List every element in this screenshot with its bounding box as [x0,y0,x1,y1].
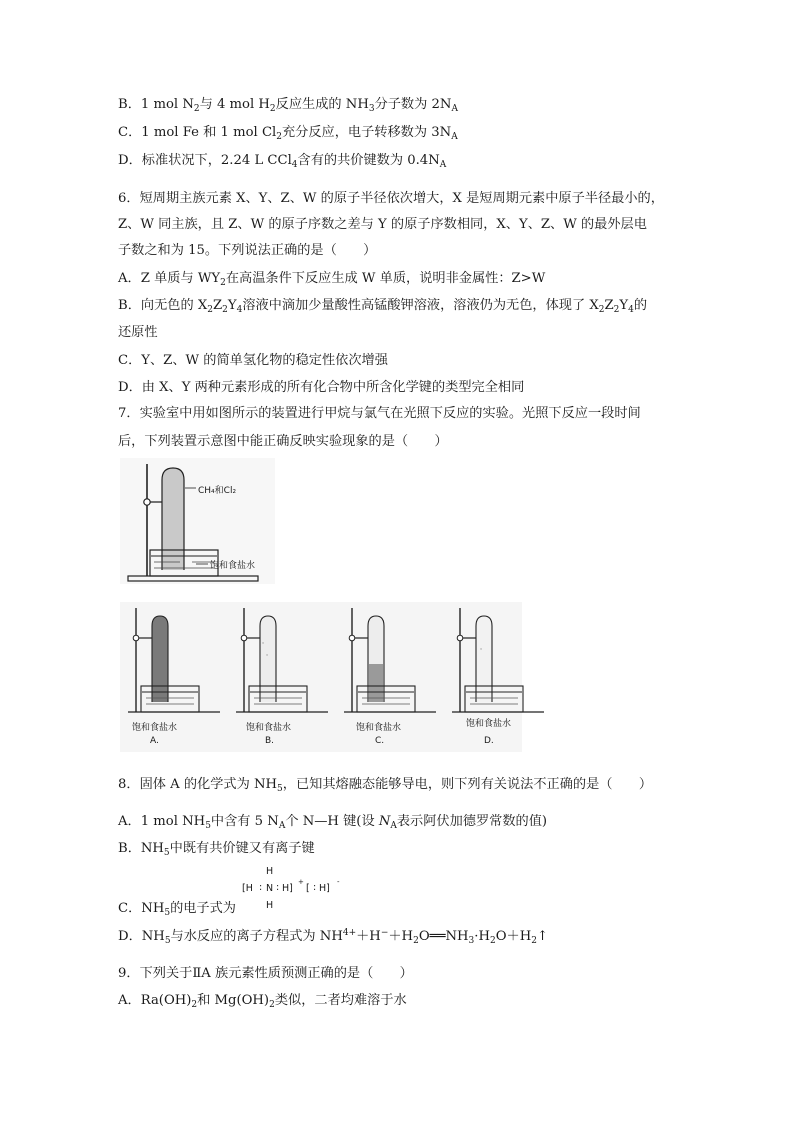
q7-stem-line-2: 后，下列装置示意图中能正确反映实验现象的是（ ） [118,434,448,449]
q9-option-a: A．$Ra(OH)_2$和 $Mg(OH)_2$类似，二者均难溶于水 [118,993,407,1010]
electron-formula [242,866,352,914]
ef-mid-bracket: [ [306,883,310,894]
option-d-letter: D. [484,736,494,746]
q6-option-a: A．Z 单质与 $WY_2$在高温条件下反应生成 W 单质，说明非金属性：Z>W [118,271,546,288]
q7-main-apparatus [120,458,275,584]
q8-option-b: B．$NH_5$中既有共价键又有离子键 [118,841,315,858]
ef-h-bottom: H [266,900,274,911]
ef-h-ion: H] [319,883,330,894]
option-c-letter: C. [375,736,385,746]
option-a-water: 饱和食盐水 [132,723,178,733]
q8-stem: 8．固体 A 的化学式为 $NH_5$，已知其熔融态能够导电，则下列有关说法不正确的是（ ） [118,777,653,794]
q8-option-a: A．1 mol $NH_5$中含有 5 $N_A$个 N—H 键(设 $N_A$表示阿伏加德罗常数的值) [118,814,548,831]
q7-options-figure [120,602,522,752]
q6-stem-line-3: 子数之和为 15。下列说法正确的是（ ） [118,243,377,258]
option-a-apparatus [120,602,220,722]
q8-option-d: D．$NH_5$与水反应的离子方程式为 $NH^{4+}+H^-+H_2O══NH_3\cdot H_2O+H_2↑$ [118,928,549,946]
option-d-apparatus [444,602,544,722]
q5-option-d: D．标准状况下，2.24 L CCl$_4$含有的共价键数为 $0.4N_A$ [118,153,447,170]
option-b-water: 饱和食盐水 [246,723,292,733]
q6-stem-line-1: 6．短周期主族元素 X、Y、Z、W 的原子半径依次增大，X 是短周期元素中原子半径最小的， [118,191,664,206]
option-b-letter: B. [265,736,275,746]
q8-option-c: C．$NH_5$的电子式为 [118,901,236,918]
q6-option-b-cont: 还原性 [118,325,158,340]
q6-option-c: C．Y、Z、W 的简单氢化物的稳定性依次增强 [118,353,388,368]
ef-minus: - [337,878,340,886]
gas-label: CH₄和Cl₂ [198,486,237,496]
ef-h-top: H [266,866,274,877]
q5-option-c: C．1 mol Fe 和 1 mol $Cl_2$充分反应，电子转移数为 $3N_A$ [118,125,458,142]
ef-colon-1: : [259,882,263,893]
water-label: 饱和食盐水 [210,561,256,571]
option-c-water: 饱和食盐水 [356,723,402,733]
option-d-water: 饱和食盐水 [466,719,512,729]
svg-text:ﾟ: ﾟ [262,642,266,650]
ef-h-right: H] [282,883,293,894]
ef-plus: + [298,878,304,886]
option-c-apparatus [336,602,436,722]
svg-text:ﾟ: ﾟ [480,648,484,656]
option-b-apparatus [228,602,328,722]
q5-option-b: B．1 mol $N_2$与 4 mol $H_2$反应生成的 $NH_3$分子数为 $2N_A$ [118,97,458,114]
q7-stem-line-1: 7．实验室中用如图所示的装置进行甲烷与氯气在光照下反应的实验。光照下反应一段时间 [118,406,641,421]
ef-left-bracket: [H [242,883,253,894]
option-a-letter: A. [150,736,159,746]
ef-colon-3: : [313,882,317,893]
svg-text:ﾟ: ﾟ [266,654,270,662]
q6-stem-line-2: Z、W 同主族，且 Z、W 的原子序数之差与 Y 的原子序数相同，X、Y、Z、W 的最外层电 [118,217,647,232]
ef-n: N [266,883,274,894]
ef-colon-2: : [276,882,280,893]
q9-stem: 9．下列关于ⅡA 族元素性质预测正确的是（ ） [118,966,413,981]
q6-option-b: B．向无色的 $X_2Z_2Y_4$溶液中滴加少量酸性高锰酸钾溶液，溶液仍为无色，体现了 $X_2Z_2Y_4$的 [118,298,648,315]
q6-option-d: D．由 X、Y 两种元素形成的所有化合物中所含化学键的类型完全相同 [118,380,525,395]
